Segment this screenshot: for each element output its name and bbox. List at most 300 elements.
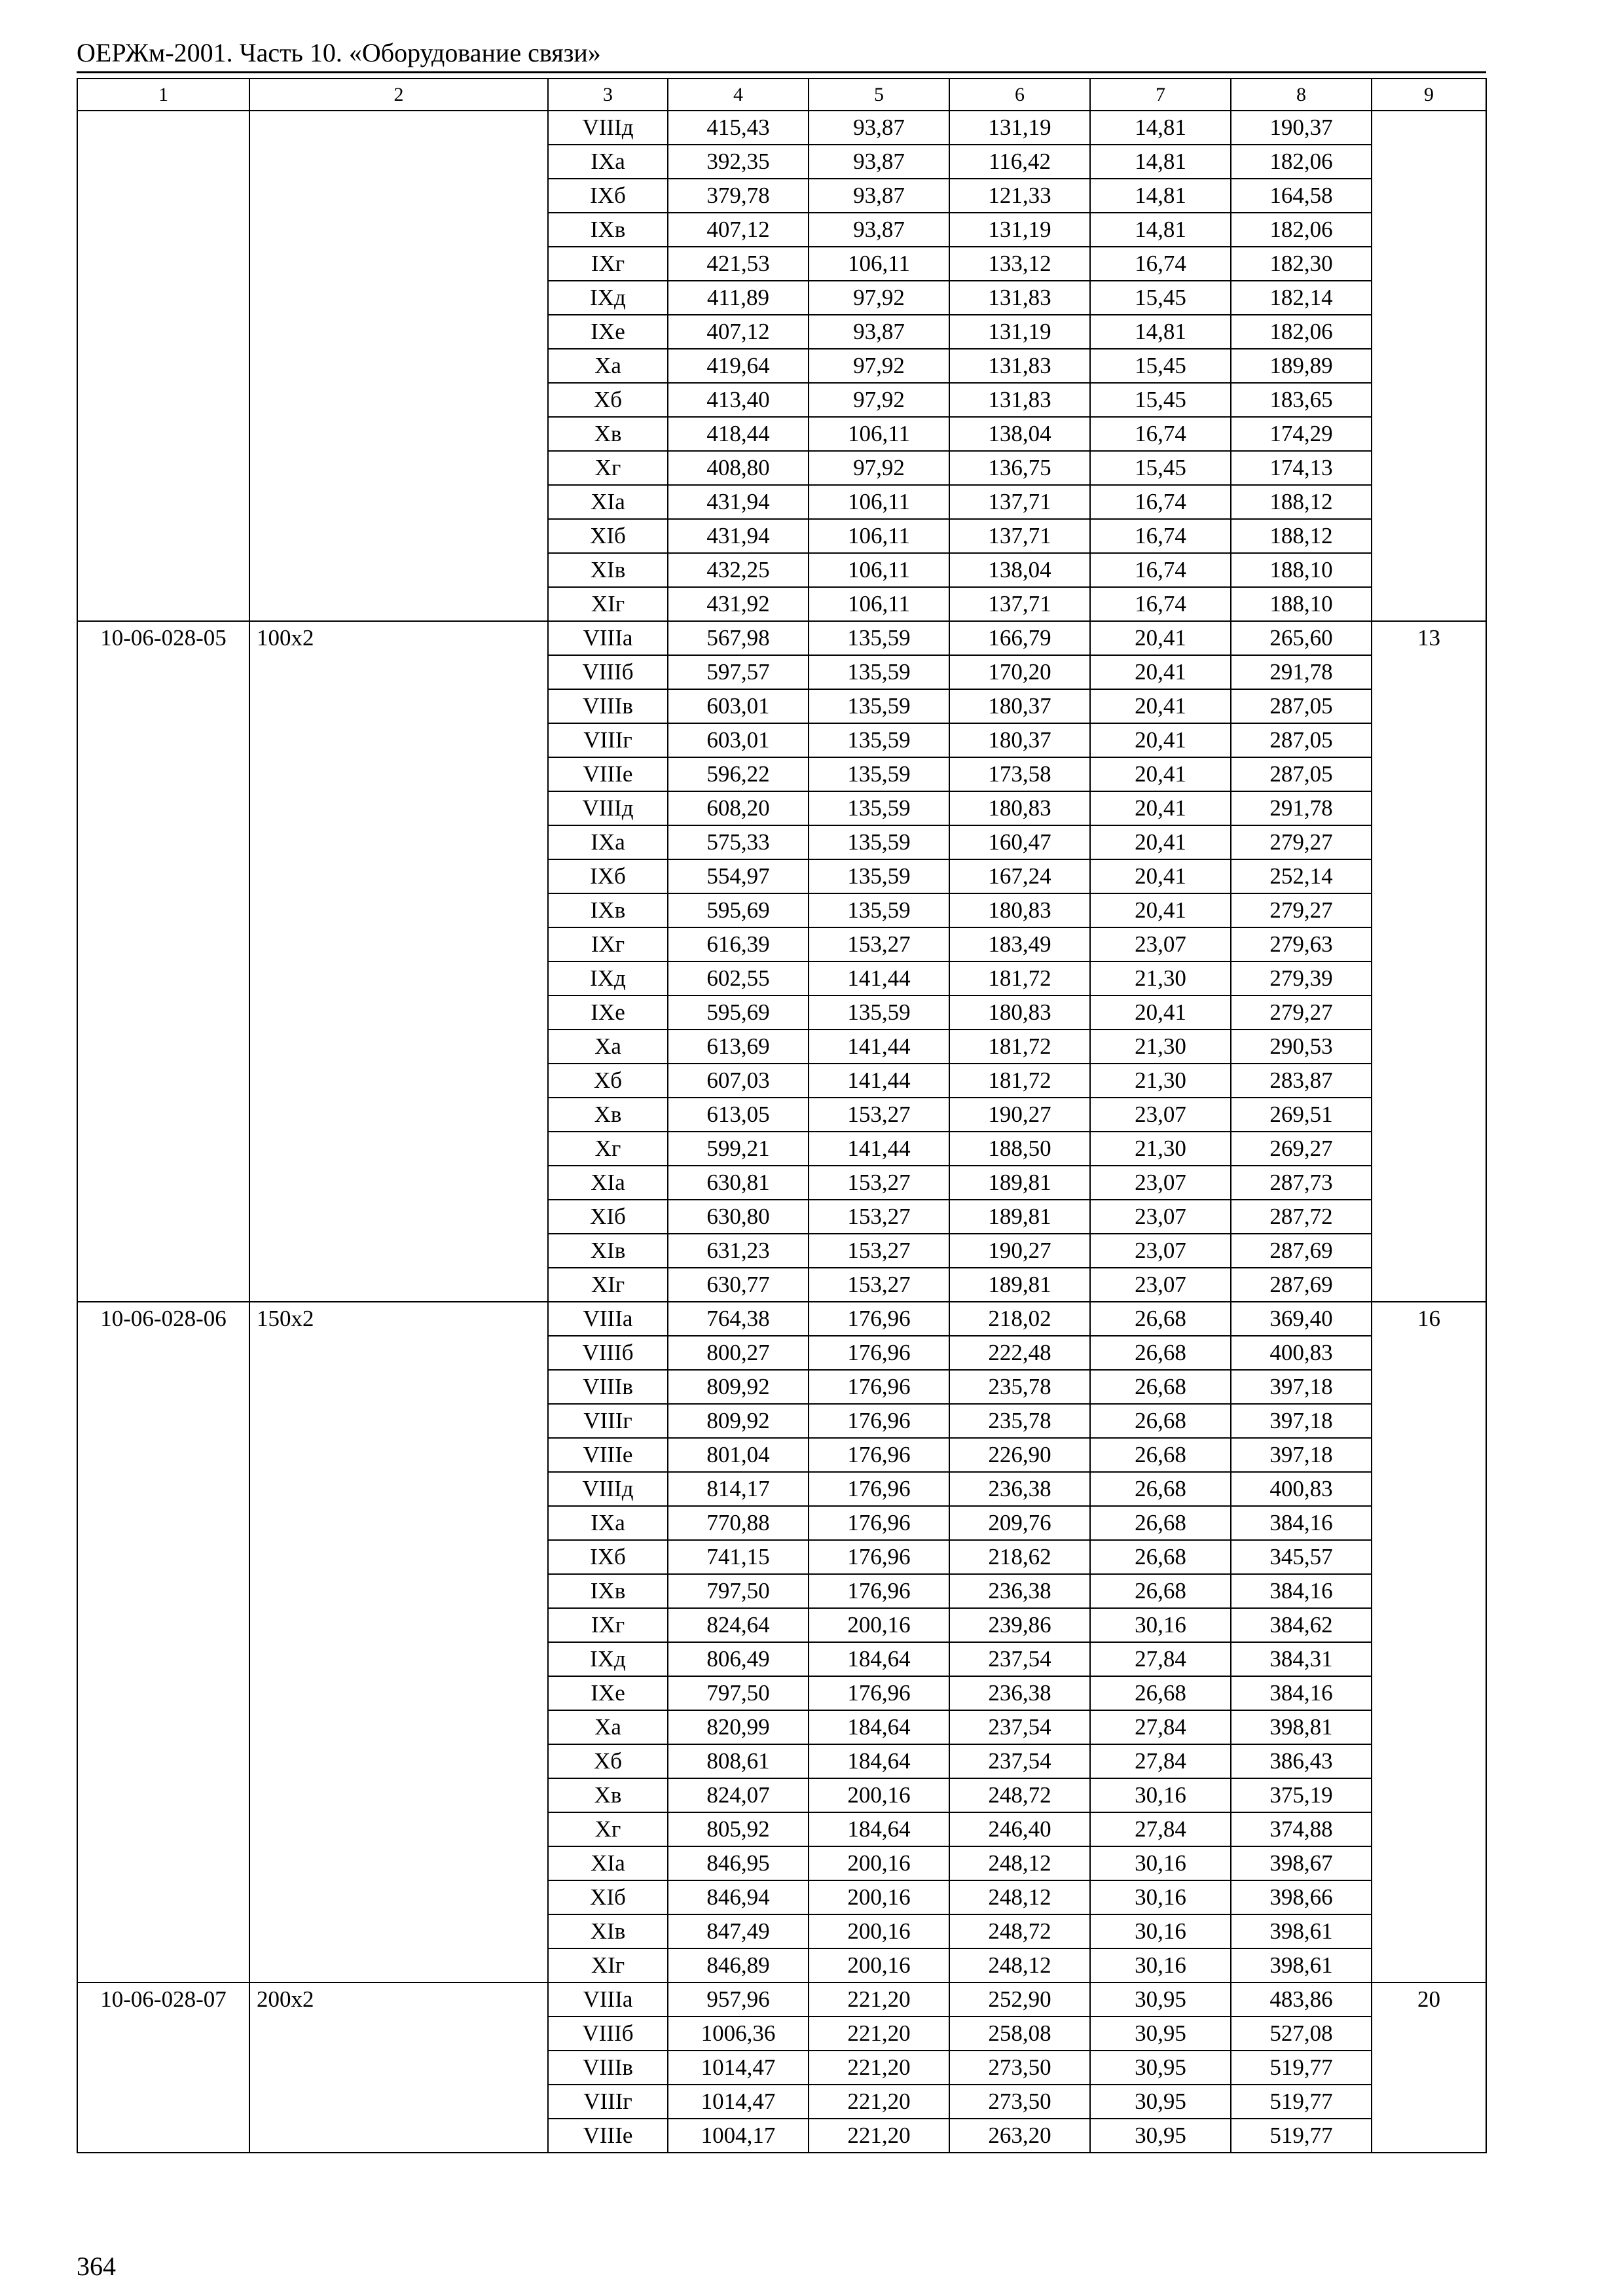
zone-cell: XIв	[548, 553, 668, 587]
value-cell: 200,16	[809, 1608, 949, 1642]
value-cell: 846,89	[668, 1948, 809, 1982]
zone-cell: IXа	[548, 825, 668, 859]
value-cell: 279,63	[1231, 927, 1372, 961]
value-cell: 27,84	[1090, 1642, 1231, 1676]
value-cell: 135,59	[809, 825, 949, 859]
rate-description: 100х2	[249, 621, 548, 1302]
value-cell: 26,68	[1090, 1472, 1231, 1506]
value-cell: 237,54	[949, 1642, 1090, 1676]
value-cell: 93,87	[809, 213, 949, 247]
value-cell: 15,45	[1090, 349, 1231, 383]
value-cell: 138,04	[949, 553, 1090, 587]
zone-cell: Xг	[548, 1132, 668, 1166]
value-cell: 957,96	[668, 1982, 809, 2017]
value-cell: 21,30	[1090, 1030, 1231, 1064]
value-cell: 176,96	[809, 1472, 949, 1506]
value-cell: 190,27	[949, 1234, 1090, 1268]
value-cell: 291,78	[1231, 655, 1372, 689]
value-cell: 431,94	[668, 519, 809, 553]
value-cell: 30,16	[1090, 1948, 1231, 1982]
value-cell: 398,81	[1231, 1710, 1372, 1744]
value-cell: 379,78	[668, 179, 809, 213]
value-cell: 106,11	[809, 247, 949, 281]
value-cell: 30,16	[1090, 1778, 1231, 1812]
value-cell: 30,16	[1090, 1914, 1231, 1948]
zone-cell: VIIIе	[548, 1438, 668, 1472]
zone-cell: VIIIв	[548, 2051, 668, 2085]
value-cell: 408,80	[668, 451, 809, 485]
value-cell: 116,42	[949, 145, 1090, 179]
value-cell: 23,07	[1090, 927, 1231, 961]
value-cell: 20,41	[1090, 859, 1231, 893]
value-cell: 181,72	[949, 961, 1090, 996]
value-cell: 23,07	[1090, 1200, 1231, 1234]
zone-cell: Xб	[548, 1744, 668, 1778]
value-cell: 290,53	[1231, 1030, 1372, 1064]
value-cell: 106,11	[809, 519, 949, 553]
value-cell: 603,01	[668, 723, 809, 757]
zone-cell: XIа	[548, 1846, 668, 1880]
value-cell: 135,59	[809, 996, 949, 1030]
table-row	[77, 1982, 1486, 2017]
value-cell: 596,22	[668, 757, 809, 791]
table-row	[77, 111, 1486, 145]
value-cell: 153,27	[809, 1234, 949, 1268]
zone-cell: Xа	[548, 1030, 668, 1064]
value-cell: 141,44	[809, 1132, 949, 1166]
value-cell: 26,68	[1090, 1506, 1231, 1540]
value-cell: 384,62	[1231, 1608, 1372, 1642]
value-cell: 236,38	[949, 1472, 1090, 1506]
value-cell: 222,48	[949, 1336, 1090, 1370]
value-cell: 814,17	[668, 1472, 809, 1506]
value-cell: 602,55	[668, 961, 809, 996]
zone-cell: VIIIе	[548, 2119, 668, 2153]
zone-cell: IXг	[548, 247, 668, 281]
value-cell: 26,68	[1090, 1438, 1231, 1472]
value-cell: 182,14	[1231, 281, 1372, 315]
value-cell: 180,83	[949, 893, 1090, 927]
value-cell: 431,92	[668, 587, 809, 621]
value-cell: 190,27	[949, 1098, 1090, 1132]
zone-cell: XIг	[548, 1268, 668, 1302]
column-number-row	[77, 79, 1486, 111]
value-cell: 20,41	[1090, 791, 1231, 825]
value-cell: 20,41	[1090, 893, 1231, 927]
value-cell: 183,65	[1231, 383, 1372, 417]
zone-cell: IXб	[548, 179, 668, 213]
value-cell: 218,62	[949, 1540, 1090, 1574]
value-cell: 14,81	[1090, 179, 1231, 213]
value-cell: 805,92	[668, 1812, 809, 1846]
value-cell: 97,92	[809, 281, 949, 315]
column-number: 2	[249, 79, 548, 111]
value-cell: 23,07	[1090, 1234, 1231, 1268]
value-cell: 20,41	[1090, 689, 1231, 723]
value-cell: 181,72	[949, 1064, 1090, 1098]
zone-cell: VIIIа	[548, 1302, 668, 1336]
value-cell: 131,83	[949, 281, 1090, 315]
value-cell: 182,30	[1231, 247, 1372, 281]
value-cell: 23,07	[1090, 1098, 1231, 1132]
table-row	[77, 621, 1486, 655]
value-cell: 631,23	[668, 1234, 809, 1268]
zone-cell: VIIIв	[548, 689, 668, 723]
value-cell: 287,05	[1231, 723, 1372, 757]
value-cell: 153,27	[809, 927, 949, 961]
value-cell: 809,92	[668, 1370, 809, 1404]
value-cell: 30,95	[1090, 2119, 1231, 2153]
value-cell: 269,27	[1231, 1132, 1372, 1166]
value-cell: 30,95	[1090, 2051, 1231, 2085]
value-cell: 273,50	[949, 2085, 1090, 2119]
value-cell: 30,16	[1090, 1608, 1231, 1642]
value-cell: 269,51	[1231, 1098, 1372, 1132]
value-cell: 237,54	[949, 1744, 1090, 1778]
value-cell: 221,20	[809, 2017, 949, 2051]
value-cell: 135,59	[809, 859, 949, 893]
value-cell: 221,20	[809, 2085, 949, 2119]
value-cell: 133,12	[949, 247, 1090, 281]
value-cell: 613,05	[668, 1098, 809, 1132]
zone-cell: VIIIб	[548, 2017, 668, 2051]
value-cell: 97,92	[809, 349, 949, 383]
zone-cell: Xв	[548, 1098, 668, 1132]
value-cell: 26,68	[1090, 1574, 1231, 1608]
value-cell: 26,68	[1090, 1370, 1231, 1404]
zone-cell: VIIIв	[548, 1370, 668, 1404]
value-cell: 236,38	[949, 1676, 1090, 1710]
value-cell: 176,96	[809, 1540, 949, 1574]
zone-cell: IXд	[548, 961, 668, 996]
value-cell: 184,64	[809, 1642, 949, 1676]
zone-cell: VIIIд	[548, 791, 668, 825]
value-cell: 135,59	[809, 689, 949, 723]
header-rule	[77, 71, 1486, 73]
zone-cell: VIIIг	[548, 723, 668, 757]
value-cell: 189,81	[949, 1200, 1090, 1234]
value-cell: 554,97	[668, 859, 809, 893]
value-cell: 384,16	[1231, 1676, 1372, 1710]
value-cell: 386,43	[1231, 1744, 1372, 1778]
value-cell: 16,74	[1090, 553, 1231, 587]
zone-cell: XIг	[548, 1948, 668, 1982]
value-cell: 599,21	[668, 1132, 809, 1166]
table-row	[77, 1302, 1486, 1336]
column-9-value: 13	[1372, 621, 1486, 1302]
zone-cell: IXе	[548, 996, 668, 1030]
value-cell: 287,05	[1231, 689, 1372, 723]
value-cell: 392,35	[668, 145, 809, 179]
value-cell: 184,64	[809, 1744, 949, 1778]
value-cell: 189,81	[949, 1166, 1090, 1200]
value-cell: 595,69	[668, 996, 809, 1030]
value-cell: 16,74	[1090, 519, 1231, 553]
value-cell: 221,20	[809, 2051, 949, 2085]
value-cell: 131,19	[949, 315, 1090, 349]
value-cell: 93,87	[809, 179, 949, 213]
value-cell: 287,05	[1231, 757, 1372, 791]
value-cell: 131,19	[949, 111, 1090, 145]
value-cell: 398,61	[1231, 1948, 1372, 1982]
value-cell: 200,16	[809, 1914, 949, 1948]
value-cell: 291,78	[1231, 791, 1372, 825]
value-cell: 184,64	[809, 1710, 949, 1744]
column-number: 6	[949, 79, 1090, 111]
value-cell: 188,50	[949, 1132, 1090, 1166]
column-number: 8	[1231, 79, 1372, 111]
value-cell: 824,07	[668, 1778, 809, 1812]
value-cell: 137,71	[949, 587, 1090, 621]
zone-cell: VIIIг	[548, 2085, 668, 2119]
value-cell: 237,54	[949, 1710, 1090, 1744]
value-cell: 279,27	[1231, 825, 1372, 859]
value-cell: 184,64	[809, 1812, 949, 1846]
zone-cell: Xг	[548, 1812, 668, 1846]
value-cell: 14,81	[1090, 111, 1231, 145]
value-cell: 182,06	[1231, 213, 1372, 247]
value-cell: 183,49	[949, 927, 1090, 961]
value-cell: 797,50	[668, 1574, 809, 1608]
value-cell: 400,83	[1231, 1472, 1372, 1506]
value-cell: 411,89	[668, 281, 809, 315]
rate-description	[249, 111, 548, 621]
value-cell: 519,77	[1231, 2051, 1372, 2085]
zone-cell: IXв	[548, 213, 668, 247]
zone-cell: IXд	[548, 1642, 668, 1676]
value-cell: 597,57	[668, 655, 809, 689]
value-cell: 806,49	[668, 1642, 809, 1676]
value-cell: 26,68	[1090, 1540, 1231, 1574]
zone-cell: Xг	[548, 451, 668, 485]
value-cell: 421,53	[668, 247, 809, 281]
value-cell: 252,14	[1231, 859, 1372, 893]
value-cell: 400,83	[1231, 1336, 1372, 1370]
value-cell: 135,59	[809, 655, 949, 689]
value-cell: 258,08	[949, 2017, 1090, 2051]
value-cell: 131,83	[949, 383, 1090, 417]
value-cell: 16,74	[1090, 485, 1231, 519]
value-cell: 174,29	[1231, 417, 1372, 451]
value-cell: 23,07	[1090, 1166, 1231, 1200]
value-cell: 764,38	[668, 1302, 809, 1336]
value-cell: 263,20	[949, 2119, 1090, 2153]
zone-cell: VIIIа	[548, 621, 668, 655]
value-cell: 188,10	[1231, 587, 1372, 621]
value-cell: 287,73	[1231, 1166, 1372, 1200]
zone-cell: IXв	[548, 893, 668, 927]
value-cell: 189,89	[1231, 349, 1372, 383]
value-cell: 209,76	[949, 1506, 1090, 1540]
value-cell: 176,96	[809, 1302, 949, 1336]
value-cell: 97,92	[809, 451, 949, 485]
rate-description: 200х2	[249, 1982, 548, 2153]
value-cell: 188,12	[1231, 519, 1372, 553]
value-cell: 153,27	[809, 1098, 949, 1132]
zone-cell: XIв	[548, 1914, 668, 1948]
value-cell: 273,50	[949, 2051, 1090, 2085]
value-cell: 180,83	[949, 996, 1090, 1030]
value-cell: 136,75	[949, 451, 1090, 485]
value-cell: 176,96	[809, 1370, 949, 1404]
value-cell: 176,96	[809, 1676, 949, 1710]
zone-cell: VIIIд	[548, 1472, 668, 1506]
value-cell: 182,06	[1231, 315, 1372, 349]
column-number: 7	[1090, 79, 1231, 111]
value-cell: 27,84	[1090, 1710, 1231, 1744]
value-cell: 153,27	[809, 1166, 949, 1200]
zone-cell: XIа	[548, 1166, 668, 1200]
value-cell: 26,68	[1090, 1676, 1231, 1710]
value-cell: 26,68	[1090, 1336, 1231, 1370]
value-cell: 200,16	[809, 1778, 949, 1812]
value-cell: 630,80	[668, 1200, 809, 1234]
value-cell: 226,90	[949, 1438, 1090, 1472]
value-cell: 221,20	[809, 1982, 949, 2017]
value-cell: 176,96	[809, 1438, 949, 1472]
value-cell: 616,39	[668, 927, 809, 961]
value-cell: 30,95	[1090, 2085, 1231, 2119]
value-cell: 248,12	[949, 1948, 1090, 1982]
value-cell: 21,30	[1090, 1064, 1231, 1098]
value-cell: 135,59	[809, 791, 949, 825]
value-cell: 188,12	[1231, 485, 1372, 519]
value-cell: 164,58	[1231, 179, 1372, 213]
value-cell: 800,27	[668, 1336, 809, 1370]
value-cell: 135,59	[809, 757, 949, 791]
value-cell: 770,88	[668, 1506, 809, 1540]
value-cell: 135,59	[809, 893, 949, 927]
value-cell: 384,16	[1231, 1574, 1372, 1608]
zone-cell: VIIIе	[548, 757, 668, 791]
value-cell: 135,59	[809, 723, 949, 757]
zone-cell: Xа	[548, 1710, 668, 1744]
value-cell: 613,69	[668, 1030, 809, 1064]
zone-cell: Xа	[548, 349, 668, 383]
value-cell: 15,45	[1090, 383, 1231, 417]
value-cell: 180,83	[949, 791, 1090, 825]
value-cell: 106,11	[809, 485, 949, 519]
rate-code: 10-06-028-07	[77, 1982, 249, 2153]
value-cell: 106,11	[809, 587, 949, 621]
zone-cell: VIIIд	[548, 111, 668, 145]
value-cell: 121,33	[949, 179, 1090, 213]
value-cell: 397,18	[1231, 1438, 1372, 1472]
value-cell: 93,87	[809, 111, 949, 145]
value-cell: 30,95	[1090, 2017, 1231, 2051]
zone-cell: IXв	[548, 1574, 668, 1608]
zone-cell: Xв	[548, 1778, 668, 1812]
value-cell: 106,11	[809, 553, 949, 587]
value-cell: 137,71	[949, 519, 1090, 553]
value-cell: 595,69	[668, 893, 809, 927]
value-cell: 519,77	[1231, 2085, 1372, 2119]
value-cell: 131,83	[949, 349, 1090, 383]
table-body	[77, 79, 1486, 2153]
rate-code: 10-06-028-06	[77, 1302, 249, 1982]
value-cell: 131,19	[949, 213, 1090, 247]
page-header-title: ОЕРЖм-2001. Часть 10. «Оборудование связи»	[77, 38, 601, 67]
zone-cell: IXг	[548, 927, 668, 961]
value-cell: 30,16	[1090, 1846, 1231, 1880]
zone-cell: XIг	[548, 587, 668, 621]
value-cell: 519,77	[1231, 2119, 1372, 2153]
value-cell: 847,49	[668, 1914, 809, 1948]
value-cell: 375,19	[1231, 1778, 1372, 1812]
value-cell: 279,27	[1231, 996, 1372, 1030]
value-cell: 218,02	[949, 1302, 1090, 1336]
value-cell: 176,96	[809, 1506, 949, 1540]
value-cell: 415,43	[668, 111, 809, 145]
value-cell: 283,87	[1231, 1064, 1372, 1098]
value-cell: 413,40	[668, 383, 809, 417]
value-cell: 809,92	[668, 1404, 809, 1438]
value-cell: 16,74	[1090, 417, 1231, 451]
zone-cell: XIв	[548, 1234, 668, 1268]
value-cell: 20,41	[1090, 723, 1231, 757]
column-9-value: 16	[1372, 1302, 1486, 1982]
value-cell: 1014,47	[668, 2051, 809, 2085]
value-cell: 279,27	[1231, 893, 1372, 927]
zone-cell: IXе	[548, 315, 668, 349]
value-cell: 141,44	[809, 1030, 949, 1064]
value-cell: 607,03	[668, 1064, 809, 1098]
zone-cell: IXе	[548, 1676, 668, 1710]
value-cell: 16,74	[1090, 587, 1231, 621]
zone-cell: XIб	[548, 519, 668, 553]
value-cell: 20,41	[1090, 655, 1231, 689]
value-cell: 846,94	[668, 1880, 809, 1914]
value-cell: 741,15	[668, 1540, 809, 1574]
zone-cell: XIб	[548, 1880, 668, 1914]
value-cell: 176,96	[809, 1404, 949, 1438]
value-cell: 30,16	[1090, 1880, 1231, 1914]
rate-code: 10-06-028-05	[77, 621, 249, 1302]
value-cell: 23,07	[1090, 1268, 1231, 1302]
value-cell: 189,81	[949, 1268, 1090, 1302]
value-cell: 138,04	[949, 417, 1090, 451]
value-cell: 248,72	[949, 1914, 1090, 1948]
zone-cell: Xв	[548, 417, 668, 451]
value-cell: 603,01	[668, 689, 809, 723]
value-cell: 397,18	[1231, 1404, 1372, 1438]
value-cell: 431,94	[668, 485, 809, 519]
value-cell: 407,12	[668, 315, 809, 349]
rates-table	[77, 78, 1487, 2153]
value-cell: 26,68	[1090, 1404, 1231, 1438]
value-cell: 182,06	[1231, 145, 1372, 179]
value-cell: 797,50	[668, 1676, 809, 1710]
value-cell: 106,11	[809, 417, 949, 451]
column-number: 1	[77, 79, 249, 111]
value-cell: 166,79	[949, 621, 1090, 655]
value-cell: 97,92	[809, 383, 949, 417]
value-cell: 26,68	[1090, 1302, 1231, 1336]
value-cell: 14,81	[1090, 315, 1231, 349]
value-cell: 27,84	[1090, 1812, 1231, 1846]
page-number: 364	[77, 2251, 116, 2281]
column-9-value	[1372, 111, 1486, 621]
value-cell: 15,45	[1090, 451, 1231, 485]
rate-description: 150х2	[249, 1302, 548, 1982]
column-number: 3	[548, 79, 668, 111]
value-cell: 567,98	[668, 621, 809, 655]
value-cell: 345,57	[1231, 1540, 1372, 1574]
value-cell: 174,13	[1231, 451, 1372, 485]
zone-cell: VIIIа	[548, 1982, 668, 2017]
value-cell: 15,45	[1090, 281, 1231, 315]
zone-cell: IXа	[548, 1506, 668, 1540]
